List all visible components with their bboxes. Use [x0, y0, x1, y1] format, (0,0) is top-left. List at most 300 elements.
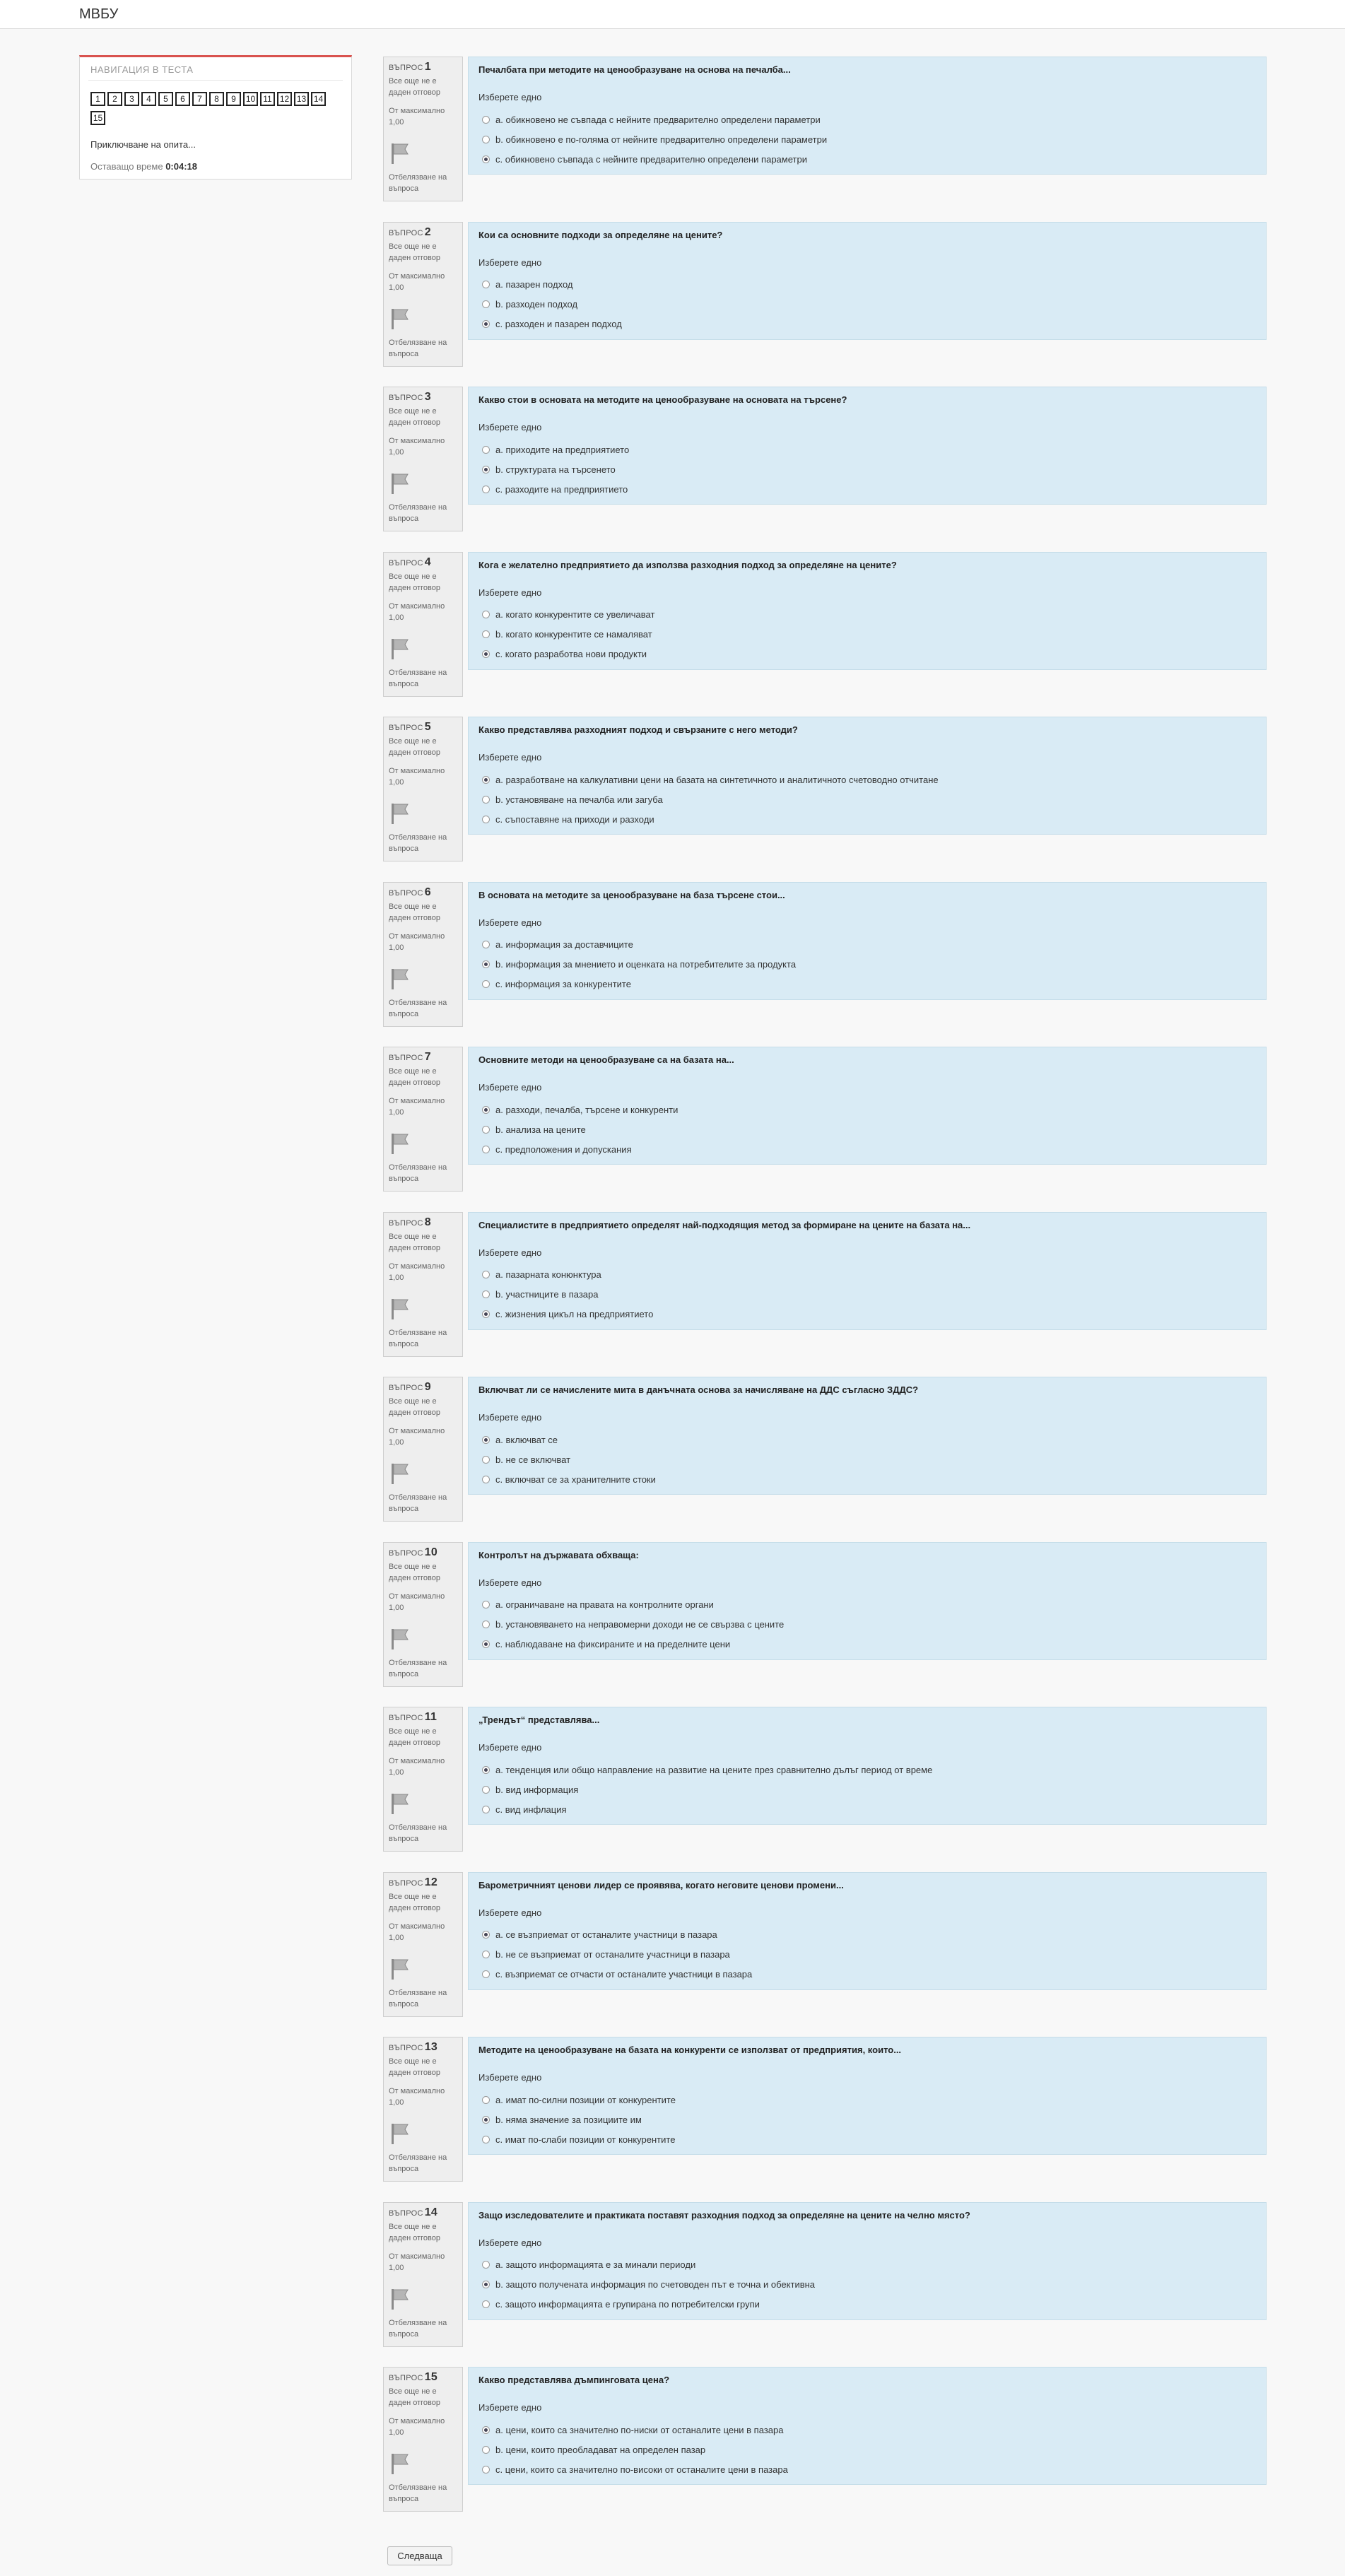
question-nav-button[interactable]: 5 — [158, 92, 173, 106]
radio-button[interactable] — [482, 1290, 490, 1298]
question-grade: От максимално 1,00 — [389, 2252, 445, 2272]
answer-prompt: Изберете едно — [478, 257, 542, 268]
radio-button[interactable] — [482, 816, 490, 823]
flag-question-label[interactable]: Отбелязване на въпроса — [389, 1658, 447, 1678]
question-word: ВЪПРОС — [389, 1218, 423, 1228]
answer-option[interactable] — [478, 479, 1256, 499]
answer-option[interactable] — [478, 1285, 1256, 1305]
answer-label: c. защото информацията е групирана по потребителски групи — [495, 2299, 760, 2310]
question-content — [468, 1212, 1267, 1330]
question-nav-button[interactable]: 12 — [277, 92, 292, 106]
radio-button[interactable] — [482, 1271, 490, 1278]
timer — [90, 161, 197, 172]
question-state: Все още не е даден отговор — [389, 2387, 440, 2407]
question-state: Все още не е даден отговор — [389, 737, 440, 757]
answer-label: c. имат по-слаби позиции от конкурентите — [495, 2134, 676, 2145]
next-button[interactable]: Следваща — [387, 2546, 452, 2565]
answer-option[interactable] — [478, 1595, 1256, 1615]
answer-option[interactable] — [478, 129, 1256, 149]
flag-question-label[interactable]: Отбелязване на въпроса — [389, 503, 447, 523]
answer-label: b. разходен подход — [495, 299, 578, 310]
radio-button[interactable] — [482, 1126, 490, 1134]
answer-label: a. се възприемат от останалите участници в пазара — [495, 1929, 717, 1940]
question-number — [389, 1546, 457, 1559]
radio-button[interactable] — [482, 155, 490, 163]
question-content — [468, 57, 1267, 175]
answer-option[interactable] — [478, 809, 1256, 829]
flag-icon[interactable] — [389, 1462, 411, 1485]
question-state: Все още не е даден отговор — [389, 407, 440, 427]
answer-label: b. обикновено е по-голяма от нейните предварително определени параметри — [495, 134, 828, 145]
question-content — [468, 1377, 1267, 1495]
question-state: Все още не е даден отговор — [389, 1232, 440, 1252]
answer-label: b. няма значение за позициите им — [495, 2114, 642, 2125]
question-word: ВЪПРОС — [389, 1714, 423, 1722]
question-state: Все още не е даден отговор — [389, 902, 440, 922]
radio-button[interactable] — [482, 611, 490, 618]
answer-option[interactable] — [478, 2255, 1256, 2275]
answer-list — [478, 1265, 1256, 1324]
question-grade: От максимално 1,00 — [389, 1757, 445, 1777]
question-content — [468, 1707, 1267, 1825]
question-nav-buttons — [90, 92, 338, 130]
answer-list — [478, 1595, 1256, 1654]
question-info — [383, 717, 463, 861]
answer-label: c. включват се за хранителните стоки — [495, 1474, 656, 1485]
answer-option[interactable] — [478, 1119, 1256, 1139]
question-word: ВЪПРОС — [389, 394, 423, 402]
answer-label: a. защото информацията е за минали периоди — [495, 2259, 696, 2270]
flag-icon[interactable] — [389, 2122, 411, 2145]
flag-question-label[interactable]: Отбелязване на въпроса — [389, 338, 447, 358]
flag-question-label[interactable]: Отбелязване на въпроса — [389, 2483, 447, 2503]
finish-attempt-link[interactable]: Приключване на опита... — [90, 139, 196, 150]
question-content — [468, 717, 1267, 835]
question-num: 4 — [424, 555, 431, 568]
answer-list — [478, 1100, 1256, 1159]
quiz-navigation-block — [79, 55, 352, 180]
answer-option[interactable] — [478, 935, 1256, 955]
answer-option[interactable] — [478, 1925, 1256, 1945]
answer-label: a. разработване на калкулативни цени на базата на синтетичното и аналитичното счетоводно отчитане — [495, 774, 939, 785]
question-num: 3 — [424, 391, 431, 403]
question-nav-button[interactable]: 15 — [90, 111, 105, 125]
radio-button[interactable] — [482, 2281, 490, 2288]
answer-label: b. не се възприемат от останалите участници в пазара — [495, 1949, 730, 1960]
flag-icon[interactable] — [389, 1132, 411, 1155]
answer-option[interactable] — [478, 149, 1256, 169]
answer-option[interactable] — [478, 789, 1256, 809]
question-number — [389, 1711, 457, 1724]
answer-label: b. установяване на печалба или загуба — [495, 794, 663, 805]
flag-icon[interactable] — [389, 2452, 411, 2475]
flag-icon[interactable] — [389, 637, 411, 660]
question-content — [468, 552, 1267, 670]
answer-option[interactable] — [478, 1780, 1256, 1799]
question-text: Какво представлява разходният подход и свързаните с него методи? — [478, 724, 798, 735]
answer-label: a. обикновено не съвпада с нейните предварително определени параметри — [495, 114, 821, 125]
radio-button[interactable] — [482, 941, 490, 948]
question-grade: От максимално 1,00 — [389, 1261, 445, 1282]
question-num: 9 — [424, 1381, 431, 1393]
question-number — [389, 391, 457, 404]
question-number — [389, 556, 457, 569]
question-text: Специалистите в предприятието определят най-подходящия метод за формиране на цените на базата на... — [478, 1219, 971, 1230]
question-number — [389, 61, 457, 73]
answer-label: c. вид инфлация — [495, 1804, 567, 1815]
answer-option[interactable] — [478, 1965, 1256, 1984]
question-nav-button[interactable]: 4 — [141, 92, 156, 106]
question-nav-button[interactable]: 1 — [90, 92, 105, 106]
question-num: 1 — [424, 61, 431, 73]
radio-button[interactable] — [482, 116, 490, 124]
question-grade: От максимално 1,00 — [389, 601, 445, 622]
question-num: 14 — [424, 2206, 438, 2218]
question-number — [389, 1051, 457, 1064]
answer-prompt: Изберете едно — [478, 2237, 542, 2248]
answer-option[interactable] — [478, 955, 1256, 975]
answer-option[interactable] — [478, 1469, 1256, 1489]
flag-icon[interactable] — [389, 472, 411, 495]
radio-button[interactable] — [482, 2466, 490, 2474]
answer-option[interactable] — [478, 110, 1256, 129]
top-navbar — [0, 0, 1345, 29]
answer-option[interactable] — [478, 2110, 1256, 2129]
radio-button[interactable] — [482, 1106, 490, 1114]
question-text: Контролът на държавата обхваща: — [478, 1549, 639, 1560]
radio-button[interactable] — [482, 2446, 490, 2454]
answer-option[interactable] — [478, 295, 1256, 314]
question-number — [389, 2206, 457, 2219]
question-text: Барометричният ценови лидер се проявява, когато неговите ценови промени... — [478, 1879, 844, 1890]
answer-label: c. предположения и допускания — [495, 1143, 632, 1155]
question-nav-button[interactable]: 13 — [294, 92, 309, 106]
answer-list — [478, 275, 1256, 334]
radio-button[interactable] — [482, 281, 490, 288]
question-text: Защо изследователите и практиката поставят разходния подход за определяне на цените на челно място? — [478, 2209, 970, 2221]
question-info — [383, 1212, 463, 1357]
question-info — [383, 1707, 463, 1852]
answer-option[interactable] — [478, 645, 1256, 664]
question-grade: От максимално 1,00 — [389, 437, 445, 457]
answer-option[interactable] — [478, 2295, 1256, 2315]
question-info — [383, 387, 463, 531]
flag-question-label[interactable]: Отбелязване на въпроса — [389, 1328, 447, 1348]
flag-question-label[interactable]: Отбелязване на въпроса — [389, 1493, 447, 1513]
answer-option[interactable] — [478, 1265, 1256, 1285]
answer-option[interactable] — [478, 440, 1256, 459]
answer-list — [478, 2420, 1256, 2479]
flag-question-label[interactable]: Отбелязване на въпроса — [389, 668, 447, 688]
question-nav-button[interactable]: 2 — [107, 92, 122, 106]
question-content — [468, 222, 1267, 340]
radio-button[interactable] — [482, 1951, 490, 1958]
question-num: 15 — [424, 2371, 438, 2383]
question-num: 2 — [424, 225, 431, 238]
answer-prompt: Изберете едно — [478, 752, 542, 763]
radio-button[interactable] — [482, 1786, 490, 1794]
answer-option[interactable] — [478, 2459, 1256, 2479]
radio-button[interactable] — [482, 300, 490, 308]
radio-button[interactable] — [482, 2426, 490, 2434]
question-text: Какво представлява дъмпинговата цена? — [478, 2375, 670, 2385]
question-content — [468, 1542, 1267, 1660]
radio-button[interactable] — [482, 466, 490, 474]
radio-button[interactable] — [482, 1310, 490, 1318]
question-content — [468, 2367, 1267, 2485]
answer-option[interactable] — [478, 1449, 1256, 1469]
question-state: Все още не е даден отговор — [389, 1397, 440, 1417]
answer-option[interactable] — [478, 275, 1256, 295]
question-info — [383, 1047, 463, 1192]
flag-icon[interactable] — [389, 1792, 411, 1815]
flag-question-label[interactable]: Отбелязване на въпроса — [389, 998, 447, 1018]
question-nav-button[interactable]: 14 — [311, 92, 326, 106]
answer-list — [478, 1760, 1256, 1819]
question-num: 6 — [424, 886, 431, 898]
flag-icon[interactable] — [389, 307, 411, 330]
flag-icon[interactable] — [389, 2288, 411, 2310]
radio-button[interactable] — [482, 2136, 490, 2143]
flag-icon[interactable] — [389, 142, 411, 165]
answer-label: b. анализа на цените — [495, 1124, 586, 1135]
flag-question-label[interactable]: Отбелязване на въпроса — [389, 1823, 447, 1843]
question-info — [383, 2367, 463, 2512]
answer-label: b. защото получената информация по счетоводен път е точна и обективна — [495, 2279, 816, 2290]
question-state: Все още не е даден отговор — [389, 77, 440, 97]
answer-option[interactable] — [478, 459, 1256, 479]
question-nav-button[interactable]: 7 — [192, 92, 207, 106]
question-grade: От максимално 1,00 — [389, 931, 445, 952]
answer-prompt: Изберете едно — [478, 2402, 542, 2413]
question-text: Кога е желателно предприятието да използва разходния подход за определяне на цените? — [478, 559, 897, 570]
radio-button[interactable] — [482, 1601, 490, 1608]
answer-label: b. информация за мнението и оценката на потребителите за продукта — [495, 959, 797, 970]
answer-label: c. цени, които са значително по-високи от останалите цени в пазара — [495, 2464, 788, 2475]
radio-button[interactable] — [482, 2116, 490, 2124]
answer-label: c. разходите на предприятието — [495, 483, 628, 495]
question-grade: От максимално 1,00 — [389, 271, 445, 292]
flag-question-label[interactable]: Отбелязване на въпроса — [389, 2153, 447, 2173]
flag-icon[interactable] — [389, 1298, 411, 1320]
answer-prompt: Изберете едно — [478, 1907, 542, 1918]
question-word: ВЪПРОС — [389, 2209, 423, 2218]
question-info — [383, 1872, 463, 2017]
answer-list — [478, 1430, 1256, 1489]
answer-label: a. цени, които са значително по-ниски от останалите цени в пазара — [495, 2424, 784, 2435]
question-state: Все още не е даден отговор — [389, 1067, 440, 1087]
radio-button[interactable] — [482, 1766, 490, 1774]
answer-option[interactable] — [478, 605, 1256, 625]
question-nav-button[interactable]: 10 — [243, 92, 258, 106]
answer-label: b. вид информация — [495, 1784, 579, 1795]
question-state: Все още не е даден отговор — [389, 1727, 440, 1747]
answer-label: c. възприемат се отчасти от останалите участници в пазара — [495, 1969, 753, 1980]
timer-value: 0:04:18 — [165, 161, 198, 172]
radio-button[interactable] — [482, 960, 490, 968]
question-word: ВЪПРОС — [389, 64, 423, 72]
question-text: „Трендът“ представлява... — [478, 1715, 600, 1725]
answer-option[interactable] — [478, 770, 1256, 789]
question-num: 8 — [424, 1216, 431, 1228]
question-word: ВЪПРОС — [389, 1548, 423, 1558]
question-state: Все още не е даден отговор — [389, 2057, 440, 2077]
question-grade: От максимално 1,00 — [389, 107, 445, 127]
question-grade: От максимално 1,00 — [389, 2417, 445, 2437]
answer-label: a. ограничаване на правата на контролните органи — [495, 1599, 714, 1610]
question-content — [468, 387, 1267, 505]
answer-prompt: Изберете едно — [478, 587, 542, 598]
answer-option[interactable] — [478, 2129, 1256, 2149]
answer-label: a. пазарната конюнктура — [495, 1269, 601, 1280]
answer-prompt: Изберете едно — [478, 422, 542, 433]
question-content — [468, 2202, 1267, 2320]
answer-option[interactable] — [478, 1139, 1256, 1159]
radio-button[interactable] — [482, 1146, 490, 1153]
answer-option[interactable] — [478, 2275, 1256, 2295]
timer-label: Оставащо време — [90, 161, 163, 172]
answer-option[interactable] — [478, 1760, 1256, 1780]
flag-icon[interactable] — [389, 968, 411, 990]
question-nav-button[interactable]: 9 — [226, 92, 241, 106]
answer-option[interactable] — [478, 625, 1256, 645]
radio-button[interactable] — [482, 1931, 490, 1939]
question-text: Методите на ценообразуване на базата на конкуренти се използват от предприятия, които... — [478, 2045, 902, 2055]
answer-prompt: Изберете едно — [478, 1247, 542, 1258]
answer-label: b. не се включват — [495, 1454, 571, 1465]
answer-option[interactable] — [478, 1430, 1256, 1449]
question-word: ВЪПРОС — [389, 888, 423, 898]
question-text: Какво стои в основата на методите на ценообразуване на основата на търсене? — [478, 394, 847, 405]
question-text: Включват ли се начислените мита в данъчната основа за начисляване на ДДС съгласно ЗДДС? — [478, 1384, 919, 1395]
radio-button[interactable] — [482, 320, 490, 328]
flag-question-label[interactable]: Отбелязване на въпроса — [389, 2318, 447, 2339]
question-state: Все още не е даден отговор — [389, 242, 440, 262]
question-grade: От максимално 1,00 — [389, 2087, 445, 2107]
answer-label: c. жизнения цикъл на предприятието — [495, 1309, 654, 1319]
question-state: Все още не е даден отговор — [389, 1892, 440, 1912]
flag-question-label[interactable]: Отбелязване на въпроса — [389, 1988, 447, 2009]
answer-label: a. пазарен подход — [495, 279, 573, 290]
flag-icon[interactable] — [389, 1958, 411, 1980]
answer-label: a. приходите на предприятието — [495, 444, 630, 455]
question-grade: От максимално 1,00 — [389, 1922, 445, 1942]
answer-label: a. имат по-силни позиции от конкурентите — [495, 2094, 676, 2105]
question-word: ВЪПРОС — [389, 1054, 423, 1062]
radio-button[interactable] — [482, 2096, 490, 2104]
answer-label: b. участниците в пазара — [495, 1289, 599, 1300]
radio-button[interactable] — [482, 1476, 490, 1483]
answer-label: a. тенденция или общо направление на развитие на цените през сравнително дълъг период от време — [495, 1764, 933, 1775]
radio-button[interactable] — [482, 136, 490, 143]
radio-button[interactable] — [482, 1640, 490, 1648]
answer-option[interactable] — [478, 1100, 1256, 1119]
answer-label: c. съпоставяне на приходи и разходи — [495, 813, 654, 825]
answer-prompt: Изберете едно — [478, 1412, 542, 1423]
radio-button[interactable] — [482, 796, 490, 804]
question-num: 5 — [424, 721, 431, 733]
question-number — [389, 2041, 457, 2054]
radio-button[interactable] — [482, 446, 490, 454]
question-nav-button[interactable]: 6 — [175, 92, 190, 106]
answer-label: c. разходен и пазарен подход — [495, 319, 622, 329]
answer-option[interactable] — [478, 1615, 1256, 1635]
question-number — [389, 1216, 457, 1229]
question-info — [383, 2202, 463, 2347]
question-info — [383, 57, 463, 201]
question-content — [468, 1047, 1267, 1165]
answer-label: a. когато конкурентите се увеличават — [495, 609, 655, 620]
answer-list — [478, 2090, 1256, 2149]
flag-question-label[interactable]: Отбелязване на въпроса — [389, 173, 447, 193]
radio-button[interactable] — [482, 1621, 490, 1628]
answer-label: b. структурата на търсенето — [495, 464, 616, 475]
answer-label: c. информация за конкурентите — [495, 979, 631, 989]
answer-option[interactable] — [478, 1305, 1256, 1324]
answer-list — [478, 770, 1256, 829]
answer-label: b. установяването на неправомерни доходи не се свързва с цените — [495, 1619, 785, 1630]
radio-button[interactable] — [482, 776, 490, 784]
question-nav-button[interactable]: 11 — [260, 92, 275, 106]
question-number — [389, 2371, 457, 2384]
answer-option[interactable] — [478, 1799, 1256, 1819]
flag-icon[interactable] — [389, 802, 411, 825]
question-info — [383, 1542, 463, 1687]
answer-list — [478, 1925, 1256, 1984]
answer-label: c. обикновено съвпада с нейните предварително определени параметри — [495, 153, 807, 165]
radio-button[interactable] — [482, 1436, 490, 1444]
radio-button[interactable] — [482, 486, 490, 493]
radio-button[interactable] — [482, 650, 490, 658]
question-word: ВЪПРОС — [389, 558, 423, 567]
radio-button[interactable] — [482, 2300, 490, 2308]
question-text: В основата на методите за ценообразуване на база търсене стои... — [478, 889, 785, 900]
radio-button[interactable] — [482, 630, 490, 638]
site-brand[interactable]: МВБУ — [79, 6, 119, 22]
radio-button[interactable] — [482, 2261, 490, 2269]
answer-option[interactable] — [478, 1945, 1256, 1965]
question-num: 12 — [424, 1876, 438, 1888]
answer-option[interactable] — [478, 1635, 1256, 1654]
question-info — [383, 2037, 463, 2182]
answer-option[interactable] — [478, 2090, 1256, 2110]
question-text: Основните методи на ценообразуване са на базата на... — [478, 1054, 734, 1065]
question-grade: От максимално 1,00 — [389, 767, 445, 787]
answer-list — [478, 605, 1256, 664]
answer-label: c. когато разработва нови продукти — [495, 649, 647, 659]
radio-button[interactable] — [482, 980, 490, 988]
question-nav-button[interactable]: 3 — [124, 92, 139, 106]
flag-question-label[interactable]: Отбелязване на въпроса — [389, 833, 447, 853]
answer-option[interactable] — [478, 2440, 1256, 2459]
answer-option[interactable] — [478, 2420, 1256, 2440]
answer-option[interactable] — [478, 314, 1256, 334]
question-num: 11 — [424, 1711, 437, 1723]
radio-button[interactable] — [482, 1806, 490, 1813]
question-state: Все още не е даден отговор — [389, 1562, 440, 1582]
flag-icon[interactable] — [389, 1628, 411, 1650]
answer-label: a. включват се — [495, 1434, 558, 1445]
radio-button[interactable] — [482, 1970, 490, 1978]
question-grade: От максимално 1,00 — [389, 1592, 445, 1612]
flag-question-label[interactable]: Отбелязване на въпроса — [389, 1163, 447, 1183]
radio-button[interactable] — [482, 1456, 490, 1464]
question-nav-button[interactable]: 8 — [209, 92, 224, 106]
question-state: Все още не е даден отговор — [389, 2222, 440, 2242]
question-number — [389, 226, 457, 239]
answer-option[interactable] — [478, 975, 1256, 994]
question-content — [468, 882, 1267, 1000]
